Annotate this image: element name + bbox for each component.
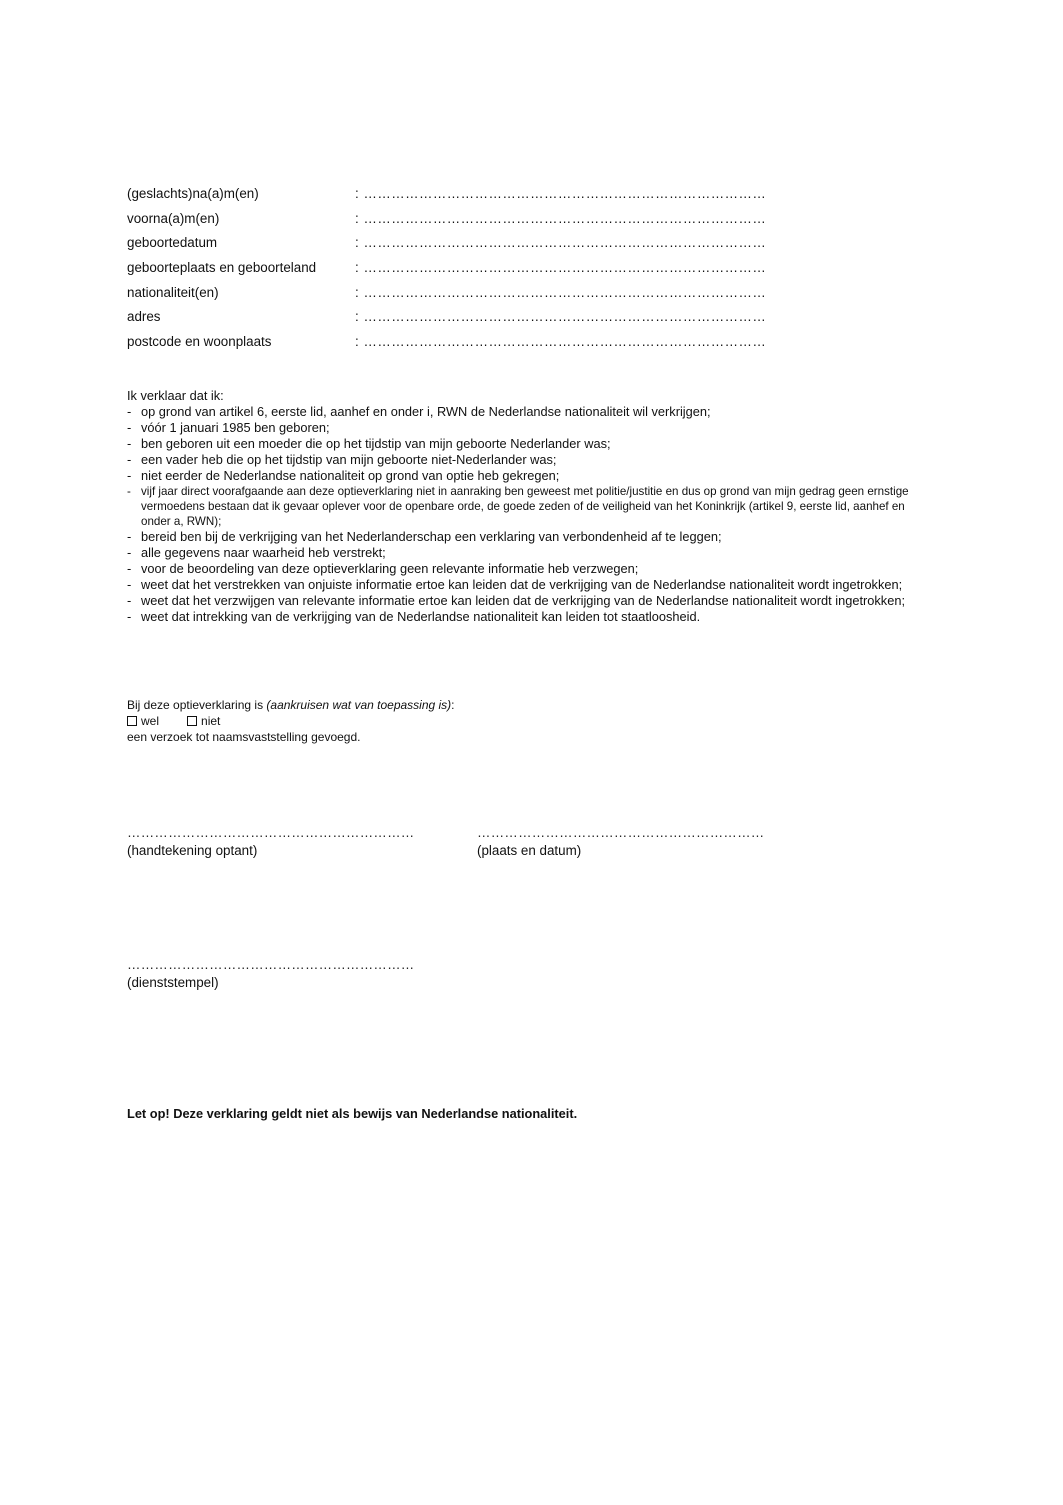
dash-bullet: -: [127, 436, 132, 451]
list-item-text: alle gegevens naar waarheid heb verstrekt;: [141, 545, 386, 560]
checkbox-icon[interactable]: [187, 716, 197, 726]
stamp-line[interactable]: ………………………………………………………: [127, 957, 415, 972]
list-item-text: vijf jaar direct voorafgaande aan deze optieverklaring niet in aanraking ben geweest met politie/justitie en dus op grond van mijn gedrag geen ernstige vermoedens bestaan dat ik gevaar oplever voor de openbare orde, de goede zeden of de veiligheid van het Koninkrijk (artikel 9, eerste lid, aanhef en onder a, RWN);: [141, 485, 909, 528]
list-item: [127, 609, 927, 625]
list-item: [127, 561, 927, 577]
field-input-line[interactable]: : ……………………………………………………………………………: [355, 210, 767, 226]
field-label: adres: [127, 309, 161, 325]
list-item-text: weet dat het verstrekken van onjuiste informatie ertoe kan leiden dat de verkrijging van de Nederlandse nationaliteit wordt ingetrokken;: [141, 577, 903, 592]
signature-label: (handtekening optant): [127, 843, 258, 858]
dash-bullet: -: [127, 593, 132, 608]
declaration-list: [127, 404, 927, 625]
list-item: [127, 529, 927, 545]
option-intro-text: Bij deze optieverklaring is: [127, 698, 267, 712]
field-input-line[interactable]: : ……………………………………………………………………………: [355, 259, 767, 275]
option-intro: [127, 697, 455, 713]
dash-bullet: -: [127, 420, 132, 435]
stamp-label: (dienststempel): [127, 975, 219, 990]
signature-line[interactable]: ………………………………………………………: [127, 825, 415, 840]
list-item-text: op grond van artikel 6, eerste lid, aanhef en onder i, RWN de Nederlandse nationaliteit wil verkrijgen;: [141, 404, 711, 419]
field-row-surname[interactable]: [127, 181, 827, 206]
field-row-nationality[interactable]: [127, 280, 827, 305]
name-request-option: [127, 697, 455, 745]
service-stamp: [127, 956, 415, 992]
warning-note: Let op! Deze verklaring geldt niet als bewijs van Nederlandse nationaliteit.: [127, 1106, 578, 1121]
list-item: [127, 420, 927, 436]
dash-bullet: -: [127, 545, 132, 560]
field-input-line[interactable]: : ……………………………………………………………………………: [355, 309, 767, 325]
list-item-text: niet eerder de Nederlandse nationaliteit op grond van optie heb gekregen;: [141, 468, 560, 483]
dash-bullet: -: [127, 452, 132, 467]
field-input-line[interactable]: : ……………………………………………………………………………: [355, 284, 767, 300]
dash-bullet: -: [127, 468, 132, 483]
signature-optant: [127, 824, 415, 860]
list-item-text: voor de beoordeling van deze optieverklaring geen relevante informatie heb verzwegen;: [141, 561, 639, 576]
list-item-text: weet dat intrekking van de verkrijging van de Nederlandse nationaliteit kan leiden tot staatloosheid.: [141, 609, 701, 624]
option-intro-italic: (aankruisen wat van toepassing is): [266, 698, 452, 712]
field-input-line[interactable]: : ……………………………………………………………………………: [355, 235, 767, 251]
checkbox-niet-label: niet: [201, 714, 221, 728]
field-label: voorna(a)m(en): [127, 210, 220, 226]
place-date-line[interactable]: ………………………………………………………: [477, 825, 765, 840]
dash-bullet: -: [127, 485, 131, 498]
list-item: [127, 436, 927, 452]
dash-bullet: -: [127, 404, 132, 419]
field-row-first-names[interactable]: [127, 206, 827, 231]
checkbox-niet[interactable]: [187, 713, 220, 729]
list-item-text: bereid ben bij de verkrijging van het Nederlanderschap een verklaring van verbondenheid af te leggen;: [141, 529, 722, 544]
declaration-section: [127, 388, 927, 625]
field-row-birth-place[interactable]: [127, 255, 827, 280]
dash-bullet: -: [127, 577, 132, 592]
list-item: [127, 404, 927, 420]
field-input-line[interactable]: : ……………………………………………………………………………: [355, 333, 767, 349]
field-label: geboortedatum: [127, 235, 218, 251]
checkbox-line: [127, 713, 455, 729]
field-input-line[interactable]: : ……………………………………………………………………………: [355, 185, 767, 201]
list-item-text: vóór 1 januari 1985 ben geboren;: [141, 420, 330, 435]
list-item: [127, 577, 927, 593]
field-label: geboorteplaats en geboorteland: [127, 259, 317, 275]
dash-bullet: -: [127, 529, 132, 544]
dash-bullet: -: [127, 561, 132, 576]
place-date-label: (plaats en datum): [477, 843, 582, 858]
option-intro-end: :: [451, 698, 455, 712]
list-item: [127, 468, 927, 484]
checkbox-wel[interactable]: [127, 713, 159, 729]
field-row-birth-date[interactable]: [127, 230, 827, 255]
dash-bullet: -: [127, 609, 132, 624]
checkbox-wel-label: wel: [141, 714, 160, 728]
list-item: [127, 593, 927, 609]
field-label: nationaliteit(en): [127, 284, 219, 300]
option-outro: een verzoek tot naamsvaststelling gevoegd.: [127, 730, 361, 744]
list-item: [127, 545, 927, 561]
list-item-text: ben geboren uit een moeder die op het tijdstip van mijn geboorte Nederlander was;: [141, 436, 611, 451]
personal-details-fields: [127, 181, 827, 354]
place-date: [477, 824, 765, 860]
list-item: [127, 452, 927, 468]
list-item: [127, 484, 927, 529]
declaration-intro: Ik verklaar dat ik:: [127, 388, 224, 403]
list-item-text: weet dat het verzwijgen van relevante informatie ertoe kan leiden dat de verkrijging van de Nederlandse nationaliteit wordt ingetrokken;: [141, 593, 905, 608]
field-label: postcode en woonplaats: [127, 333, 272, 349]
field-row-address[interactable]: [127, 304, 827, 329]
checkbox-icon[interactable]: [127, 716, 137, 726]
list-item-text: een vader heb die op het tijdstip van mijn geboorte niet-Nederlander was;: [141, 452, 557, 467]
field-label: (geslachts)na(a)m(en): [127, 185, 259, 201]
field-row-postcode-city[interactable]: [127, 329, 827, 354]
